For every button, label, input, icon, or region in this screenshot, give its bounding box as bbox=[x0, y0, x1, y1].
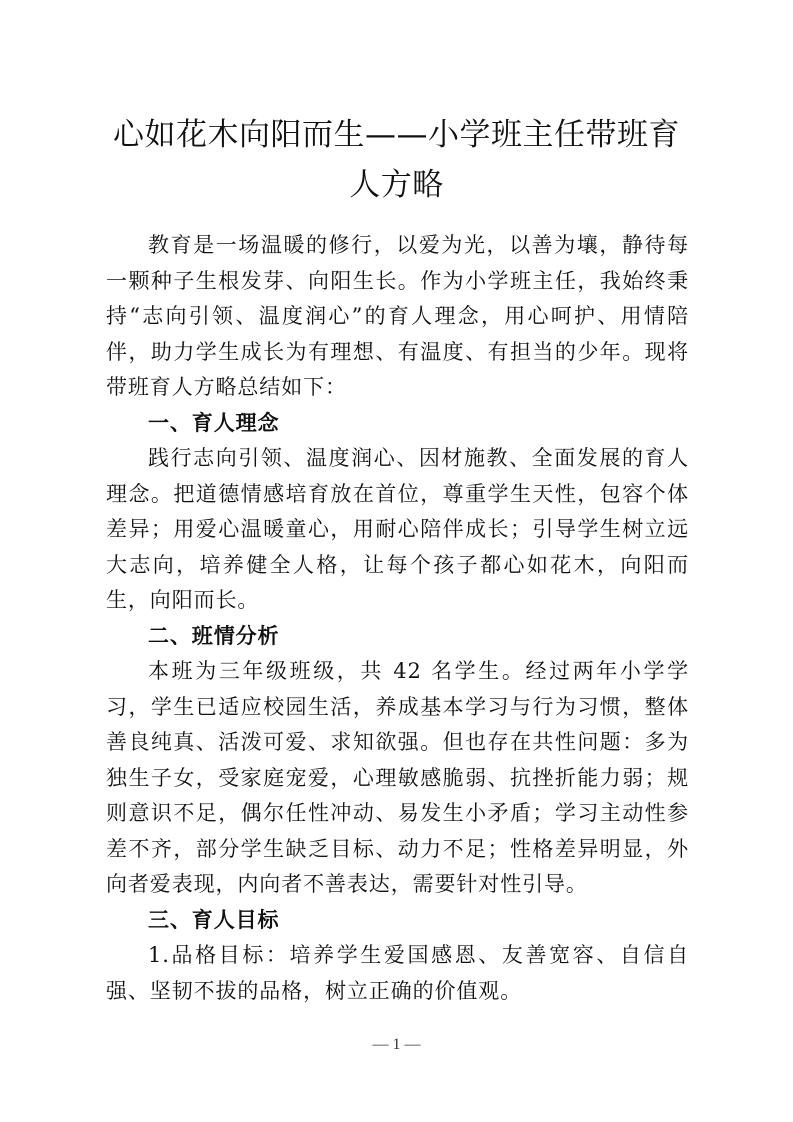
section-heading-2: 二、班情分析 bbox=[148, 623, 280, 648]
title-line-1: 心如花木向阳而生——小学班主任带班育 bbox=[113, 117, 680, 153]
class-analysis-paragraph: 本班为三年级班级，共 42 名学生。经过两年小学学习，学生已适应校园生活，养成基本学习与行为习惯，整体善良纯真、活泼可爱、求知欲强。但也存在共性问题：多为独生子女，受家庭宠爱，心理敏感脆弱、抗挫折能力弱；规则意识不足，偶尔任性冲动、易发生小矛盾；学习主动性参差不齐，部分学生缺乏目标、动力不足；性格差异明显，外向者爱表现，内向者不善表达，需要针对性引导。 bbox=[106, 659, 689, 896]
intro-paragraph: 教育是一场温暖的修行，以爱为光，以善为壤，静待每一颗种子生根发芽、向阳生长。作为小学班主任，我始终秉持“志向引领、温度润心”的育人理念，用心呵护、用情陪伴，助力学生成长为有理想、有温度、有担当的少年。现将带班育人方略总结如下： bbox=[106, 233, 689, 399]
document-body bbox=[106, 228, 689, 1009]
page-number: — 1 — bbox=[372, 1036, 421, 1053]
goal-paragraph: 1.品格目标：培养学生爱国感恩、友善宽容、自信自强、坚韧不拔的品格，树立正确的价值观。 bbox=[106, 943, 689, 1003]
section-heading-1: 一、育人理念 bbox=[148, 410, 280, 435]
document-title bbox=[100, 110, 693, 210]
title-line-2: 人方略 bbox=[349, 167, 444, 203]
philosophy-paragraph: 践行志向引领、温度润心、因材施教、全面发展的育人理念。把道德情感培育放在首位，尊重学生天性，包容个体差异；用爱心温暖童心，用耐心陪伴成长；引导学生树立远大志向，培养健全人格，让每个孩子都心如花木，向阳而生，向阳而长。 bbox=[106, 446, 689, 612]
section-heading-3: 三、育人目标 bbox=[148, 907, 280, 932]
